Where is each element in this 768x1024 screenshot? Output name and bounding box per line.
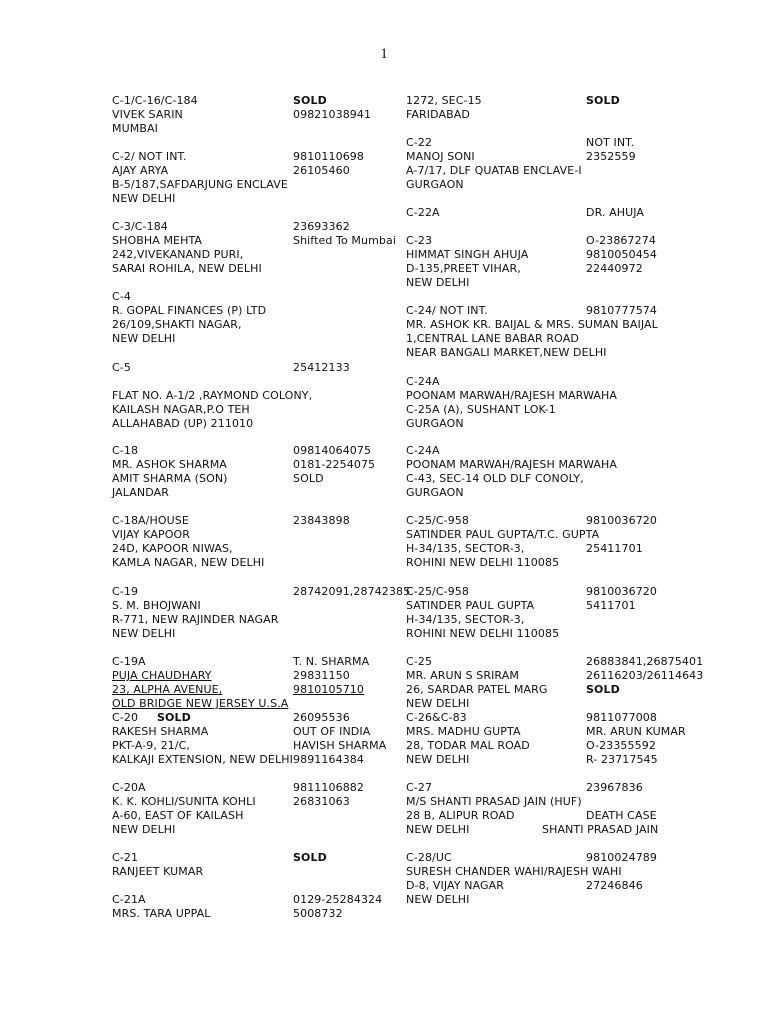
entry-text: C-26&C-83: [406, 711, 467, 724]
entry-detail: 9810105710: [293, 683, 364, 696]
entry-detail: SOLD: [293, 472, 324, 485]
entry-text: MANOJ SONI: [406, 150, 475, 163]
entry-detail: SOLD: [586, 94, 620, 107]
entry-text: SURESH CHANDER WAHI/RAJESH WAHI: [406, 865, 622, 878]
entry-text: C-20: [112, 711, 139, 724]
entry-text: OLD BRIDGE NEW JERSEY U.S.A: [112, 697, 289, 710]
entry-detail: 9810036720: [586, 514, 657, 527]
entry-detail: 26105460: [293, 164, 350, 177]
entry-detail: 0129-25284324: [293, 893, 383, 906]
entry-detail: 25412133: [293, 361, 350, 374]
entry-text: VIJAY KAPOOR: [112, 528, 191, 541]
entry-detail: MR. ARUN KUMAR: [586, 725, 686, 738]
entry-text: B-5/187,SAFDARJUNG ENCLAVE: [112, 178, 288, 191]
entry-detail: 25411701: [586, 542, 643, 555]
entry-text: FARIDABAD: [406, 108, 470, 121]
entry-text: SATINDER PAUL GUPTA: [406, 599, 535, 612]
entry-text: R. GOPAL FINANCES (P) LTD: [112, 304, 267, 317]
entry-text: HIMMAT SINGH AHUJA: [406, 248, 529, 261]
entry-detail: 23843898: [293, 514, 350, 527]
entry-text: RANJEET KUMAR: [112, 865, 204, 878]
entry-detail: 9810050454: [586, 248, 657, 261]
entry-text: 26/109,SHAKTI NAGAR,: [112, 318, 242, 331]
entry-text: NEW DELHI: [112, 192, 176, 205]
entry-text: SHOBHA MEHTA: [112, 234, 203, 247]
entry-text: SARAI ROHILA, NEW DELHI: [112, 262, 262, 275]
entry-detail: 28742091,28742385: [293, 585, 411, 598]
entry-text: NEAR BANGALI MARKET,NEW DELHI: [406, 346, 607, 359]
entry-detail: 9891164384: [293, 753, 364, 766]
entry-detail: OUT OF INDIA: [293, 725, 371, 738]
entry-text: PUJA CHAUDHARY: [112, 669, 212, 682]
entry-text: A-60, EAST OF KAILASH: [112, 809, 244, 822]
entry-text: C-24A: [406, 444, 440, 457]
entry-detail: 9810024789: [586, 851, 657, 864]
entry-text: C-22A: [406, 206, 440, 219]
entry-detail: 09814064075: [293, 444, 372, 457]
entry-text: C-18: [112, 444, 139, 457]
entry-detail: 0181-2254075: [293, 458, 376, 471]
entry-text: H-34/135, SECTOR-3,: [406, 542, 525, 555]
entry-detail: 26095536: [293, 711, 350, 724]
entry-detail: 29831150: [293, 669, 350, 682]
entry-detail: 26116203/26114643: [586, 669, 704, 682]
entry-text: POONAM MARWAH/RAJESH MARWAHA: [406, 389, 617, 402]
entry-text: C-20A: [112, 781, 146, 794]
entry-text: POONAM MARWAH/RAJESH MARWAHA: [406, 458, 617, 471]
entry-text: NEW DELHI: [406, 823, 470, 836]
entry-text: MR. ASHOK SHARMA: [112, 458, 227, 471]
entry-text: D-8, VIJAY NAGAR: [406, 879, 504, 892]
entry-text: C-19A: [112, 655, 146, 668]
entry-text: MR. ARUN S SRIRAM: [406, 669, 519, 682]
page-number: 1: [380, 46, 388, 62]
entry-detail: 9811106882: [293, 781, 364, 794]
entry-text: MRS. MADHU GUPTA: [406, 725, 521, 738]
entry-detail: NOT INT.: [586, 136, 635, 149]
entry-text: JALANDAR: [112, 486, 169, 499]
entry-text: GURGAON: [406, 486, 464, 499]
entry-detail: O-23355592: [586, 739, 656, 752]
entry-detail: 9810110698: [293, 150, 364, 163]
entry-text: 1272, SEC-15: [406, 94, 482, 107]
entry-text: MR. ASHOK KR. BAIJAL & MRS. SUMAN BAIJAL: [406, 318, 658, 331]
entry-text: C-25/C-958: [406, 514, 469, 527]
entry-text: K. K. KOHLI/SUNITA KOHLI: [112, 795, 256, 808]
entry-text: NEW DELHI: [112, 627, 176, 640]
entry-text: NEW DELHI: [112, 332, 176, 345]
entry-detail: 5008732: [293, 907, 343, 920]
entry-text: C-2/ NOT INT.: [112, 150, 187, 163]
entry-text: C-21A: [112, 893, 146, 906]
entry-detail: 9810036720: [586, 585, 657, 598]
entry-text: C-25: [406, 655, 433, 668]
entry-text: GURGAON: [406, 417, 464, 430]
entry-detail: 26883841,26875401: [586, 655, 704, 668]
entry-text: C-25A (A), SUSHANT LOK-1: [406, 403, 556, 416]
entry-detail: HAVISH SHARMA: [293, 739, 387, 752]
entry-detail: DR. AHUJA: [586, 206, 645, 219]
status-sold: SOLD: [157, 711, 191, 724]
entry-detail: 9811077008: [586, 711, 657, 724]
entry-detail: 5411701: [586, 599, 636, 612]
entry-text: KAILASH NAGAR,P.O TEH: [112, 403, 250, 416]
entry-detail: DEATH CASE: [586, 809, 657, 822]
entry-text: FLAT NO. A-1/2 ,RAYMOND COLONY,: [112, 389, 313, 402]
entry-text: M/S SHANTI PRASAD JAIN (HUF): [406, 795, 582, 808]
entry-text: NEW DELHI: [406, 697, 470, 710]
entry-text: MUMBAI: [112, 122, 158, 135]
entry-text: C-4: [112, 290, 131, 303]
entry-text: NEW DELHI: [406, 276, 470, 289]
entry-text: C-1/C-16/C-184: [112, 94, 198, 107]
entry-text: SATINDER PAUL GUPTA/T.C. GUPTA: [406, 528, 600, 541]
entry-text: C-19: [112, 585, 139, 598]
entry-detail: Shifted To Mumbai: [293, 234, 396, 247]
entry-text: C-28/UC: [406, 851, 452, 864]
entry-text: C-23: [406, 234, 433, 247]
entry-text: C-18A/HOUSE: [112, 514, 189, 527]
entry-text: NEW DELHI: [406, 753, 470, 766]
entry-text: 26, SARDAR PATEL MARG: [406, 683, 548, 696]
entry-text: C-24A: [406, 375, 440, 388]
entry-text: NEW DELHI: [112, 823, 176, 836]
entry-detail: SHANTI PRASAD JAIN: [542, 823, 659, 836]
entry-text: GURGAON: [406, 178, 464, 191]
entry-detail: 22440972: [586, 262, 643, 275]
entry-detail: 23693362: [293, 220, 350, 233]
entry-detail: 9810777574: [586, 304, 657, 317]
entry-text: ALLAHABAD (UP) 211010: [112, 417, 254, 430]
entry-detail: 23967836: [586, 781, 643, 794]
entry-text: ROHINI NEW DELHI 110085: [406, 627, 560, 640]
entry-detail: O-23867274: [586, 234, 656, 247]
entry-detail: 26831063: [293, 795, 350, 808]
entry-text: MRS. TARA UPPAL: [112, 907, 211, 920]
entry-text: C-27: [406, 781, 433, 794]
entry-text: 28, TODAR MAL ROAD: [406, 739, 530, 752]
entry-text: C-25/C-958: [406, 585, 469, 598]
entry-text: 1,CENTRAL LANE BABAR ROAD: [406, 332, 579, 345]
entry-detail: 27246846: [586, 879, 643, 892]
entry-detail: 2352559: [586, 150, 636, 163]
entry-text: C-24/ NOT INT.: [406, 304, 488, 317]
entry-text: VIVEK SARIN: [112, 108, 183, 121]
entry-text: C-5: [112, 361, 131, 374]
entry-detail: 09821038941: [293, 108, 372, 121]
entry-text: H-34/135, SECTOR-3,: [406, 613, 525, 626]
entry-detail: T. N. SHARMA: [293, 655, 370, 668]
entry-text: 23, ALPHA AVENUE,: [112, 683, 223, 696]
entry-detail: SOLD: [586, 683, 620, 696]
entry-text: D-135,PREET VIHAR,: [406, 262, 521, 275]
entry-text: ROHINI NEW DELHI 110085: [406, 556, 560, 569]
entry-text: S. M. BHOJWANI: [112, 599, 201, 612]
entry-text: AMIT SHARMA (SON): [112, 472, 228, 485]
entry-text: AJAY ARYA: [112, 164, 169, 177]
entry-text: KAMLA NAGAR, NEW DELHI: [112, 556, 265, 569]
entry-text: 24D, KAPOOR NIWAS,: [112, 542, 233, 555]
entry-detail: SOLD: [293, 851, 327, 864]
entry-text: R-771, NEW RAJINDER NAGAR: [112, 613, 279, 626]
entry-text: A-7/17, DLF QUATAB ENCLAVE-I: [406, 164, 582, 177]
entry-text: 28 B, ALIPUR ROAD: [406, 809, 515, 822]
entry-text: 242,VIVEKANAND PURI,: [112, 248, 244, 261]
entry-text: PKT-A-9, 21/C,: [112, 739, 190, 752]
entry-text: KALKAJI EXTENSION, NEW DELHI: [112, 753, 293, 766]
entry-detail: SOLD: [293, 94, 327, 107]
entry-text: C-21: [112, 851, 139, 864]
entry-text: C-22: [406, 136, 433, 149]
entry-text: NEW DELHI: [406, 893, 470, 906]
entry-text: RAKESH SHARMA: [112, 725, 209, 738]
entry-detail: R- 23717545: [586, 753, 658, 766]
entry-text: C-3/C-184: [112, 220, 168, 233]
entry-text: C-43, SEC-14 OLD DLF CONOLY,: [406, 472, 584, 485]
